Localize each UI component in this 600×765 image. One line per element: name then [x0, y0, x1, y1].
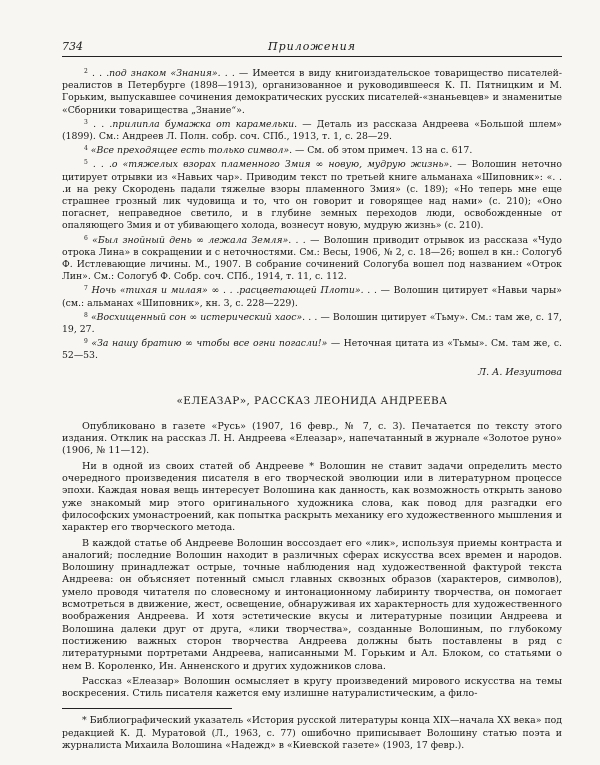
- notes-section: [62, 66, 562, 379]
- note-author-signature: Л. А. Иезуитова: [478, 366, 562, 378]
- footnote: * Библиографический указатель «История русской литературы конца XIX—начала XX века» под редакцией К. Д. Муратовой (Л., 1963, с. 77) ошибочно приписывает Волошину статью поэта и журналиста Михаила Волошина «Надежд» в «Киевской газете» (1903, 17 февр.).: [62, 715, 562, 751]
- paragraph: В каждой статье об Андрееве Волошин воссоздает его «лик», используя приемы контраста и аналогий; последние Волошин находит в различных сферах искусства всех времен и народов. Волошину принадлежат острые, точные наблюдения над художественной фактурой текста Андреева: он объясняет потенный смысл главных сквозных образов (характеров, символов), умело проводя читателя по словесному и интонационному лабиринту творчества, он помогает всмотреться в движение, жест, освещение, обнаруживая их характерность для художественного воображения Андреева. И хотя эстетические вкусы и литературные позиции Андреева и Волошина далеки друг от друга, «лики творчества», созданные Волошиным, по глубокому постижению важных сторон творчества Андреева должны быть поставлены в ряд с литературными портретами Андреева, написанными М. Горьким и Ал. Блоком, со статьями о нем В. Короленко, Ин. Анненского и других художников слова.: [62, 537, 562, 672]
- note-item: $^9$ «За нашу братию ∞ чтобы все огни погасли!» — Неточная цитата из «Тьмы». См. там же, с. 52—53.: [62, 338, 562, 362]
- running-head: Приложения: [268, 40, 356, 53]
- page: [62, 40, 562, 752]
- note-item: $^7$ Ночь «тихая и милая» ∞ . . .расцветающей Плоти». . . — Волошин цитирует «Навьи чары» (см.: альманах «Шиповник», кн. 3, с. 228—229).: [62, 285, 562, 309]
- page-number: 734: [62, 40, 83, 53]
- note-item: $^6$ «Был знойный день ∞ лежала Земля». . . — Волошин приводит отрывок из рассказа «Чудо отрока Лина» в сокращении и с неточностями. См.: Весы, 1906, № 2, с. 18—26; вошел в кн.: Сологуб Ф. Истлевающие личины. М., 1907. В собрание сочинений Сологуба вошел под названием «Отрок Лин». См.: Сологуб Ф. Собр. соч. СПб., 1914, т. 11, с. 112.: [62, 234, 562, 283]
- note-item: $^4$ «Все преходящее есть только символ». — См. об этом примеч. 13 на с. 617.: [84, 145, 473, 157]
- note-item: $^5$ . . .о «тяжелых взорах пламенного Змия ∞ новую, мудрую жизнь». — Волошин неточно цитирует отрывки из «Навьих чар». Приводим текст по третьей книге альманаха «Шиповник»: «. . .и на реку Скородень падали тяжелые взоры пламенного Змия» (с. 189); «Но теперь мне еще страшнее грозный лик чудовища и то, что он говорит и говорящее над нами» (с. 210); «Оно погаснет, неправедное светило, и в глубине земных переходов люди, освобожденные от опаляющего Змия и от убивающего холода, вознесут новую, мудрую жизнь» (с. 210).: [62, 159, 563, 232]
- article-title: «ЕЛЕАЗАР», РАССКАЗ ЛЕОНИДА АНДРЕЕВА: [176, 394, 448, 407]
- paragraph: Ни в одной из своих статей об Андрееве * Волошин не ставит задачи определить место очередного произведения писателя в его творческой эволюции или в литературном процессе эпохи. Каждая новая вещь интересует Волошина как данность, как возможность открыть заново уже знакомый мир этого оригинального художника слова, как повод для разгадки его философских умонастроений, как попытка раскрыть механику его художественного мышления и характер его творческого метода.: [62, 460, 562, 534]
- article-body: [62, 421, 562, 701]
- footnote-divider: [62, 708, 232, 709]
- note-item: $^8$ «Восхищенный сон ∞ истерический хаос». . . — Волошин цитирует «Тьму». См.: там же, с. 17, 19, 27.: [62, 311, 563, 336]
- note-item: $^3$ . . .прилипла бумажка от карамельки. — Деталь из рассказа Андреева «Большой шлем» (1899). См.: Андреев Л. Полн. собр. соч. СПб., 1913, т. 1, с. 28—29.: [62, 118, 562, 143]
- paragraph: Рассказ «Елеазар» Волошин осмысляет в кругу произведений мирового искусства на темы воскресения. Стиль писателя кажется ему излишне натуралистическим, а фило-: [62, 675, 562, 700]
- page-header: [62, 40, 562, 57]
- note-item: $^2$ . . .под знаком «Знания». . . — Имеется в виду книгоиздательское товарищество писателей-реалистов в Петербурге (1898—1913), организованное и руководившееся К. П. Пятницким и М. Горьким, выпускавшее сочинения демократических русских писателей-«знаньевцев» и знаменитые «Сборники товарищества „Знание“».: [62, 68, 562, 116]
- paragraph: Опубликовано в газете «Русь» (1907, 16 февр., № 7, с. 3). Печатается по тексту этого издания. Отклик на рассказ Л. Н. Андреева «Елеазар», напечатанный в журнале «Золотое руно» (1906, № 11—12).: [62, 420, 562, 457]
